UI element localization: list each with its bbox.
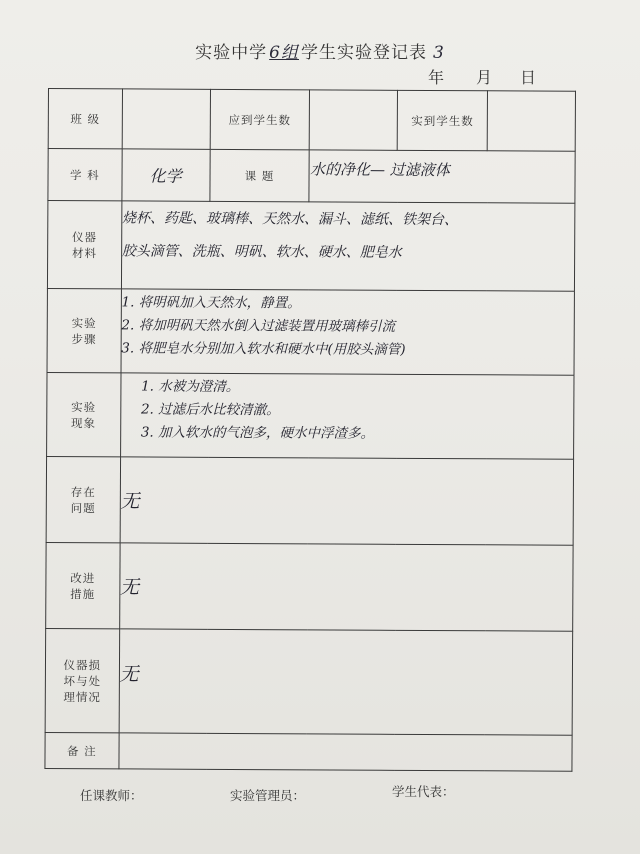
phenomena-value: [120, 373, 574, 459]
step-line: 2. 将加明矾天然水倒入过滤装置用玻璃棒引流: [121, 317, 396, 335]
row-phenomena: [47, 372, 574, 459]
steps-label-line2: 步骤: [71, 331, 97, 346]
row-subject: [48, 149, 575, 204]
phenomena-line: 2. 过滤后水比较清澈。: [140, 401, 280, 419]
row-problems: [46, 456, 573, 545]
title-suffix: 学生实验登记表: [301, 43, 427, 63]
phenomena-line: 3. 加入软水的气泡多，硬水中浮渣多。: [140, 424, 375, 442]
topic-value: 水的净化— 过滤液体: [309, 150, 575, 203]
materials-label-line1: 仪器: [72, 229, 98, 244]
damage-label-line1: 仪器损: [63, 657, 102, 672]
registration-form-table: [44, 88, 576, 772]
class-label: 班 级: [48, 89, 122, 149]
phenomena-label: [47, 372, 121, 456]
improvements-label-line1: 改进: [70, 570, 96, 585]
phenomena-line: 1. 水被为澄清。: [141, 378, 240, 396]
phenomena-label-line2: 现象: [71, 415, 97, 430]
materials-line: 胶头滴管、洗瓶、明矾、软水、硬水、肥皂水: [121, 243, 402, 261]
subject-label: 学 科: [48, 149, 122, 201]
expected-students-label: 应到学生数: [210, 89, 310, 150]
problems-label-line1: 存在: [70, 484, 96, 499]
actual-students-label: 实到学生数: [397, 90, 487, 150]
date-day: 日: [520, 68, 537, 87]
class-value: [122, 89, 210, 149]
step-line: 1. 将明矾加入天然水，静置。: [121, 294, 301, 312]
improvements-label-line2: 措施: [70, 586, 96, 601]
page-title: [0, 38, 640, 63]
row-materials: [47, 201, 574, 292]
damage-label: [45, 628, 119, 732]
materials-line: 烧杯、药匙、玻璃棒、天然水、漏斗、滤纸、铁架台、: [121, 210, 459, 229]
student-rep-signature-label: 学生代表：: [392, 784, 455, 799]
row-class-info: [48, 89, 575, 152]
damage-value: 无: [119, 629, 573, 735]
date-year: 年: [428, 68, 445, 87]
problems-label: [46, 456, 120, 542]
improvements-label: [46, 542, 120, 628]
actual-students-value: [487, 91, 575, 151]
materials-label-line2: 材料: [71, 245, 98, 260]
materials-value: [121, 201, 575, 291]
problems-label-line2: 问题: [70, 500, 96, 515]
title-prefix: 实验中学: [195, 43, 268, 63]
date-month: 月: [476, 68, 493, 87]
topic-label: 课 题: [209, 149, 309, 202]
row-remarks: [45, 732, 572, 771]
expected-students-value: [310, 90, 398, 150]
subject-value: 化学: [122, 149, 210, 201]
steps-label: [47, 288, 121, 372]
damage-label-line3: 理情况: [63, 689, 101, 704]
teacher-signature-label: 任课教师：: [80, 788, 143, 803]
row-damage: [45, 628, 573, 735]
row-steps: [47, 288, 574, 375]
sheet-number: 3: [433, 43, 445, 63]
group-number: 6组: [269, 43, 299, 63]
remarks-label: 备 注: [45, 732, 119, 768]
materials-label: [47, 201, 121, 289]
steps-value: [121, 289, 575, 375]
damage-label-line2: 坏与处: [63, 673, 102, 688]
step-line: 3. 将肥皂水分别加入软水和硬水中(用胶头滴管): [121, 340, 406, 358]
problems-value: 无: [120, 457, 574, 545]
row-improvements: [46, 542, 573, 631]
phenomena-label-line1: 实验: [71, 399, 97, 414]
lab-manager-signature-label: 实验管理员：: [230, 788, 306, 803]
improvements-value: 无: [119, 543, 573, 631]
remarks-value: [119, 733, 573, 771]
steps-label-line1: 实验: [71, 315, 97, 330]
